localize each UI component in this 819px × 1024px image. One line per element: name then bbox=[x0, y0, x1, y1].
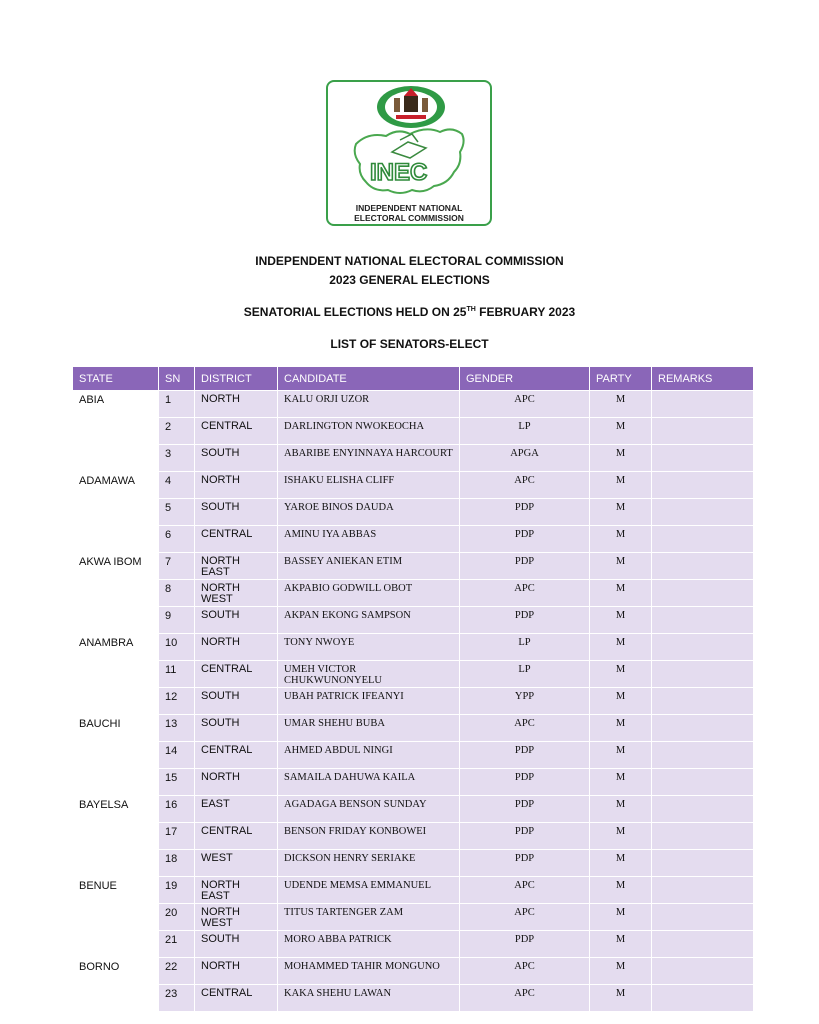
sn-cell: 17 bbox=[159, 823, 195, 850]
state-cell: BENUE bbox=[73, 877, 159, 958]
district-cell: SOUTH bbox=[195, 715, 278, 742]
party-cell: APGA bbox=[460, 445, 590, 472]
candidate-cell: KAKA SHEHU LAWAN bbox=[278, 985, 460, 1012]
table-row bbox=[73, 445, 754, 472]
party-cell: APC bbox=[460, 877, 590, 904]
remarks-cell bbox=[652, 580, 754, 607]
gender-cell: M bbox=[590, 769, 652, 796]
party-cell: LP bbox=[460, 634, 590, 661]
party-cell: APC bbox=[460, 580, 590, 607]
candidate-cell: YAROE BINOS DAUDA bbox=[278, 499, 460, 526]
table-row bbox=[73, 499, 754, 526]
party-cell: PDP bbox=[460, 796, 590, 823]
district-cell: EAST bbox=[195, 796, 278, 823]
remarks-cell bbox=[652, 715, 754, 742]
candidate-cell: ABARIBE ENYINNAYA HARCOURT bbox=[278, 445, 460, 472]
state-cell: BAUCHI bbox=[73, 715, 159, 796]
col-header-district: DISTRICT bbox=[195, 367, 278, 391]
table-row bbox=[73, 931, 754, 958]
sn-cell: 19 bbox=[159, 877, 195, 904]
sn-cell: 20 bbox=[159, 904, 195, 931]
table-row bbox=[73, 472, 754, 499]
candidate-cell: TONY NWOYE bbox=[278, 634, 460, 661]
party-cell: PDP bbox=[460, 769, 590, 796]
gender-cell: M bbox=[590, 985, 652, 1012]
table-row bbox=[73, 769, 754, 796]
election-heading-prefix: SENATORIAL ELECTIONS HELD ON 25 bbox=[243, 305, 467, 319]
state-cell: ANAMBRA bbox=[73, 634, 159, 715]
logo-caption-line2: ELECTORAL COMMISSION bbox=[354, 213, 464, 223]
party-cell: PDP bbox=[460, 823, 590, 850]
col-header-remarks: REMARKS bbox=[652, 367, 754, 391]
district-cell: CENTRAL bbox=[195, 823, 278, 850]
table-row bbox=[73, 796, 754, 823]
doc-subtitle: 2023 GENERAL ELECTIONS bbox=[329, 273, 490, 287]
candidate-cell: UMAR SHEHU BUBA bbox=[278, 715, 460, 742]
gender-cell: M bbox=[590, 796, 652, 823]
gender-cell: M bbox=[590, 445, 652, 472]
party-cell: LP bbox=[460, 418, 590, 445]
gender-cell: M bbox=[590, 688, 652, 715]
remarks-cell bbox=[652, 823, 754, 850]
col-header-sn: SN bbox=[159, 367, 195, 391]
state-cell: BORNO bbox=[73, 958, 159, 1012]
remarks-cell bbox=[652, 445, 754, 472]
candidate-cell: ISHAKU ELISHA CLIFF bbox=[278, 472, 460, 499]
inec-logo bbox=[326, 80, 492, 226]
sn-cell: 5 bbox=[159, 499, 195, 526]
sn-cell: 10 bbox=[159, 634, 195, 661]
election-heading bbox=[0, 305, 819, 319]
candidate-cell: AMINU IYA ABBAS bbox=[278, 526, 460, 553]
table-row bbox=[73, 715, 754, 742]
party-cell: LP bbox=[460, 661, 590, 688]
gender-cell: M bbox=[590, 742, 652, 769]
gender-cell: M bbox=[590, 850, 652, 877]
district-cell: SOUTH bbox=[195, 445, 278, 472]
sn-cell: 8 bbox=[159, 580, 195, 607]
district-cell: CENTRAL bbox=[195, 985, 278, 1012]
party-cell: PDP bbox=[460, 742, 590, 769]
remarks-cell bbox=[652, 742, 754, 769]
table-row bbox=[73, 634, 754, 661]
remarks-cell bbox=[652, 985, 754, 1012]
party-cell: APC bbox=[460, 985, 590, 1012]
party-cell: PDP bbox=[460, 553, 590, 580]
district-cell: NORTH bbox=[195, 634, 278, 661]
table-row bbox=[73, 526, 754, 553]
district-cell: NORTH bbox=[195, 958, 278, 985]
table-row bbox=[73, 985, 754, 1012]
district-cell: NORTH WEST bbox=[195, 580, 278, 607]
candidate-cell: TITUS TARTENGER ZAM bbox=[278, 904, 460, 931]
candidate-cell: UDENDE MEMSA EMMANUEL bbox=[278, 877, 460, 904]
table-row bbox=[73, 904, 754, 931]
sn-cell: 13 bbox=[159, 715, 195, 742]
state-cell: AKWA IBOM bbox=[73, 553, 159, 634]
sn-cell: 11 bbox=[159, 661, 195, 688]
state-cell: ABIA bbox=[73, 391, 159, 472]
table-header-row bbox=[73, 367, 754, 391]
sn-cell: 16 bbox=[159, 796, 195, 823]
district-cell: NORTH EAST bbox=[195, 877, 278, 904]
logo-caption-line1: INDEPENDENT NATIONAL bbox=[355, 203, 463, 213]
district-cell: SOUTH bbox=[195, 607, 278, 634]
gender-cell: M bbox=[590, 607, 652, 634]
table-row bbox=[73, 688, 754, 715]
sn-cell: 22 bbox=[159, 958, 195, 985]
sn-cell: 15 bbox=[159, 769, 195, 796]
remarks-cell bbox=[652, 931, 754, 958]
candidate-cell: AKPABIO GODWILL OBOT bbox=[278, 580, 460, 607]
sn-cell: 7 bbox=[159, 553, 195, 580]
district-cell: CENTRAL bbox=[195, 418, 278, 445]
table-row bbox=[73, 850, 754, 877]
table-row bbox=[73, 742, 754, 769]
candidate-cell: AKPAN EKONG SAMPSON bbox=[278, 607, 460, 634]
list-heading: LIST OF SENATORS-ELECT bbox=[330, 337, 489, 351]
gender-cell: M bbox=[590, 715, 652, 742]
district-cell: WEST bbox=[195, 850, 278, 877]
candidate-cell: DARLINGTON NWOKEOCHA bbox=[278, 418, 460, 445]
remarks-cell bbox=[652, 769, 754, 796]
district-cell: SOUTH bbox=[195, 688, 278, 715]
candidate-cell: DICKSON HENRY SERIAKE bbox=[278, 850, 460, 877]
sn-cell: 6 bbox=[159, 526, 195, 553]
remarks-cell bbox=[652, 607, 754, 634]
election-heading-suffix: FEBRUARY 2023 bbox=[475, 305, 576, 319]
candidate-cell: KALU ORJI UZOR bbox=[278, 391, 460, 418]
gender-cell: M bbox=[590, 553, 652, 580]
party-cell: PDP bbox=[460, 850, 590, 877]
table-row bbox=[73, 958, 754, 985]
table-row bbox=[73, 661, 754, 688]
col-header-candidate: CANDIDATE bbox=[278, 367, 460, 391]
sn-cell: 23 bbox=[159, 985, 195, 1012]
candidate-cell: AGADAGA BENSON SUNDAY bbox=[278, 796, 460, 823]
gender-cell: M bbox=[590, 634, 652, 661]
gender-cell: M bbox=[590, 661, 652, 688]
gender-cell: M bbox=[590, 958, 652, 985]
gender-cell: M bbox=[590, 904, 652, 931]
table-row bbox=[73, 391, 754, 418]
doc-title: INDEPENDENT NATIONAL ELECTORAL COMMISSION bbox=[255, 254, 564, 268]
candidate-cell: AHMED ABDUL NINGI bbox=[278, 742, 460, 769]
table-body bbox=[73, 391, 754, 1012]
district-cell: NORTH bbox=[195, 472, 278, 499]
remarks-cell bbox=[652, 418, 754, 445]
remarks-cell bbox=[652, 634, 754, 661]
inec-wordmark: INEC bbox=[370, 159, 428, 186]
party-cell: APC bbox=[460, 391, 590, 418]
table-row bbox=[73, 823, 754, 850]
table-row bbox=[73, 580, 754, 607]
remarks-cell bbox=[652, 796, 754, 823]
col-header-gender: GENDER bbox=[460, 367, 590, 391]
candidate-cell: MOHAMMED TAHIR MONGUNO bbox=[278, 958, 460, 985]
gender-cell: M bbox=[590, 877, 652, 904]
sn-cell: 3 bbox=[159, 445, 195, 472]
state-cell: ADAMAWA bbox=[73, 472, 159, 553]
district-cell: NORTH bbox=[195, 391, 278, 418]
party-cell: PDP bbox=[460, 931, 590, 958]
district-cell: CENTRAL bbox=[195, 742, 278, 769]
sn-cell: 14 bbox=[159, 742, 195, 769]
sn-cell: 18 bbox=[159, 850, 195, 877]
district-cell: SOUTH bbox=[195, 499, 278, 526]
election-heading-sup: TH bbox=[466, 306, 476, 313]
remarks-cell bbox=[652, 877, 754, 904]
col-header-party: PARTY bbox=[590, 367, 652, 391]
gender-cell: M bbox=[590, 418, 652, 445]
sn-cell: 21 bbox=[159, 931, 195, 958]
party-cell: APC bbox=[460, 904, 590, 931]
remarks-cell bbox=[652, 661, 754, 688]
gender-cell: M bbox=[590, 391, 652, 418]
district-cell: CENTRAL bbox=[195, 526, 278, 553]
remarks-cell bbox=[652, 391, 754, 418]
table-row bbox=[73, 607, 754, 634]
gender-cell: M bbox=[590, 472, 652, 499]
sn-cell: 2 bbox=[159, 418, 195, 445]
table-row bbox=[73, 877, 754, 904]
candidate-cell: BENSON FRIDAY KONBOWEI bbox=[278, 823, 460, 850]
party-cell: YPP bbox=[460, 688, 590, 715]
remarks-cell bbox=[652, 850, 754, 877]
sn-cell: 9 bbox=[159, 607, 195, 634]
gender-cell: M bbox=[590, 823, 652, 850]
party-cell: PDP bbox=[460, 499, 590, 526]
district-cell: NORTH EAST bbox=[195, 553, 278, 580]
district-cell: NORTH bbox=[195, 769, 278, 796]
district-cell: CENTRAL bbox=[195, 661, 278, 688]
table-row bbox=[73, 418, 754, 445]
table-row bbox=[73, 553, 754, 580]
candidate-cell: UMEH VICTOR CHUKWUNONYELU bbox=[278, 661, 460, 688]
candidate-cell: UBAH PATRICK IFEANYI bbox=[278, 688, 460, 715]
gender-cell: M bbox=[590, 499, 652, 526]
remarks-cell bbox=[652, 553, 754, 580]
col-header-state: STATE bbox=[73, 367, 159, 391]
candidate-cell: SAMAILA DAHUWA KAILA bbox=[278, 769, 460, 796]
remarks-cell bbox=[652, 688, 754, 715]
gender-cell: M bbox=[590, 580, 652, 607]
candidate-cell: BASSEY ANIEKAN ETIM bbox=[278, 553, 460, 580]
remarks-cell bbox=[652, 958, 754, 985]
sn-cell: 4 bbox=[159, 472, 195, 499]
district-cell: NORTH WEST bbox=[195, 904, 278, 931]
party-cell: APC bbox=[460, 715, 590, 742]
sn-cell: 1 bbox=[159, 391, 195, 418]
gender-cell: M bbox=[590, 931, 652, 958]
party-cell: APC bbox=[460, 472, 590, 499]
candidate-cell: MORO ABBA PATRICK bbox=[278, 931, 460, 958]
senators-table bbox=[72, 366, 754, 1012]
remarks-cell bbox=[652, 472, 754, 499]
remarks-cell bbox=[652, 526, 754, 553]
gender-cell: M bbox=[590, 526, 652, 553]
remarks-cell bbox=[652, 499, 754, 526]
party-cell: PDP bbox=[460, 607, 590, 634]
party-cell: APC bbox=[460, 958, 590, 985]
state-cell: BAYELSA bbox=[73, 796, 159, 877]
party-cell: PDP bbox=[460, 526, 590, 553]
remarks-cell bbox=[652, 904, 754, 931]
sn-cell: 12 bbox=[159, 688, 195, 715]
district-cell: SOUTH bbox=[195, 931, 278, 958]
